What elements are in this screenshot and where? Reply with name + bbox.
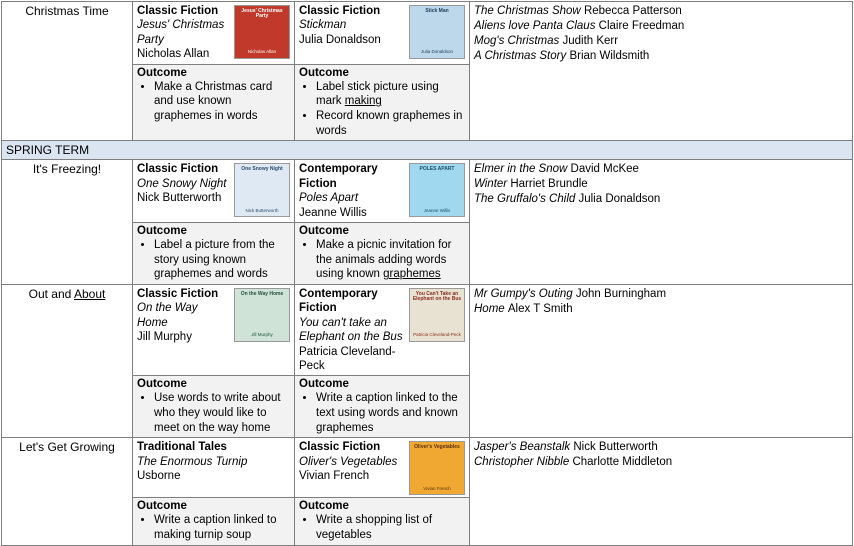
book-title: You can't take an Elephant on the Bus <box>299 316 403 344</box>
outcome-item: • Make a Christmas card and use known graphemes in words <box>154 80 290 124</box>
book-category: Contemporary Fiction <box>299 288 378 315</box>
topic-cell: Let's Get Growing <box>2 438 133 545</box>
outcome-list <box>137 80 290 124</box>
book-category: Classic Fiction <box>137 288 219 301</box>
book-cell-1 <box>133 2 295 65</box>
book-title: On the Way Home <box>137 302 198 329</box>
extra-text-item: Winter Harriet Brundle <box>474 178 588 191</box>
term-banner-row <box>2 141 853 160</box>
book-author: Usborne <box>137 470 181 483</box>
book-cover-2: POLES APART Jeanne Willis <box>409 163 465 217</box>
extra-texts-cell <box>470 160 853 285</box>
outcome-label: Outcome <box>137 66 187 79</box>
extra-text-item: Christopher Nibble Charlotte Middleton <box>474 456 673 469</box>
topic-row <box>2 160 853 223</box>
extra-text-item: Mr Gumpy's Outing John Burningham <box>474 288 667 301</box>
extra-text-item: Jasper's Beanstalk Nick Butterworth <box>474 441 658 454</box>
extra-text-item: The Gruffalo's Child Julia Donaldson <box>474 193 661 206</box>
book-cell-1 <box>133 438 295 498</box>
book-cover-1: Jesus' Christmas Party Nicholas Allan <box>234 5 290 59</box>
extra-text-item: Elmer in the Snow David McKee <box>474 163 639 176</box>
outcome-list <box>299 391 465 435</box>
outcome-item: • Use words to write about who they would like to meet on the way home <box>154 391 290 435</box>
book-title: Stickman <box>299 19 347 32</box>
topic-cell: It's Freezing! <box>2 160 133 285</box>
book-title: Jesus' Christmas Party <box>137 19 225 46</box>
book-cell-2 <box>295 438 470 498</box>
book-cell-2 <box>295 2 470 65</box>
outcome-label: Outcome <box>137 224 187 237</box>
extra-texts-list <box>474 440 848 470</box>
extra-text-item: Mog's Christmas Judith Kerr <box>474 34 619 47</box>
outcome-list <box>137 391 290 435</box>
book-cover-1: On the Way Home Jill Murphy <box>234 288 290 342</box>
book-author: Jeanne Willis <box>299 206 367 219</box>
extra-texts-cell <box>470 285 853 438</box>
book-cell-1 <box>133 285 295 376</box>
book-category: Classic Fiction <box>137 5 219 17</box>
outcome-label: Outcome <box>299 224 349 237</box>
book-author: Vivian French <box>299 470 370 483</box>
outcome-label: Outcome <box>299 66 349 79</box>
book-author: Nicholas Allan <box>137 48 210 61</box>
outcome-cell-2 <box>295 222 470 284</box>
outcome-item: • Write a caption linked to the text using words and known graphemes <box>316 391 465 435</box>
extra-text-item: Home Alex T Smith <box>474 302 573 315</box>
outcome-cell-1 <box>133 64 295 141</box>
book-category: Classic Fiction <box>137 163 219 176</box>
outcome-item: • Write a caption linked to making turnip soup <box>154 513 290 542</box>
book-cover-1: One Snowy Night Nick Butterworth <box>234 163 290 217</box>
outcome-label: Outcome <box>299 500 349 513</box>
book-cover-2: Stick Man Julia Donaldson <box>409 5 465 59</box>
book-cover-2: You Can't Take an Elephant on the Bus Patricia Cleveland-Peck <box>409 288 465 342</box>
outcome-item: • Record known graphemes in words <box>316 109 465 138</box>
book-cover-2: Oliver's Vegetables Vivian French <box>409 441 465 495</box>
book-title: One Snowy Night <box>137 177 227 190</box>
book-cell-2 <box>295 285 470 376</box>
outcome-item: • Write a shopping list of vegetables <box>316 513 465 542</box>
outcome-item: • Make a picnic invitation for the animals adding words using known graphemes <box>316 238 465 282</box>
topic-cell: Out and About <box>2 285 133 438</box>
outcome-list <box>137 513 290 542</box>
outcome-list <box>137 238 290 282</box>
book-title: Poles Apart <box>299 192 359 205</box>
outcome-list <box>299 238 465 282</box>
book-category: Contemporary Fiction <box>299 163 378 190</box>
book-category: Classic Fiction <box>299 5 381 17</box>
outcome-cell-1 <box>133 222 295 284</box>
extra-text-item: The Christmas Show Rebecca Patterson <box>474 5 682 17</box>
topic-row <box>2 285 853 376</box>
book-title: Oliver's Vegetables <box>299 455 398 468</box>
book-category: Traditional Tales <box>137 441 227 454</box>
extra-text-item: Aliens love Panta Claus Claire Freedman <box>474 19 685 32</box>
extra-texts-list <box>474 162 848 207</box>
book-title: The Enormous Turnip <box>137 455 248 468</box>
extra-texts-list <box>474 4 848 64</box>
outcome-list <box>299 513 465 542</box>
extra-texts-list <box>474 287 848 317</box>
book-author: Patricia Cleveland-Peck <box>299 345 396 372</box>
book-author: Jill Murphy <box>137 331 192 344</box>
extra-text-item: A Christmas Story Brian Wildsmith <box>474 49 650 62</box>
topic-row <box>2 438 853 498</box>
outcome-cell-1 <box>133 498 295 545</box>
term-banner: SPRING TERM <box>2 141 853 160</box>
book-cell-1 <box>133 160 295 223</box>
book-author: Nick Butterworth <box>137 192 222 205</box>
outcome-item: • Label a picture from the story using known graphemes and words <box>154 238 290 282</box>
outcome-item: • Label stick picture using mark making <box>316 80 465 109</box>
outcome-cell-2 <box>295 376 470 438</box>
book-author: Julia Donaldson <box>299 33 381 46</box>
topic-row <box>2 2 853 65</box>
outcome-cell-1 <box>133 376 295 438</box>
extra-texts-cell <box>470 2 853 141</box>
outcome-label: Outcome <box>137 378 187 391</box>
curriculum-plan-table <box>1 1 853 546</box>
outcome-cell-2 <box>295 64 470 141</box>
outcome-label: Outcome <box>299 378 349 391</box>
outcome-cell-2 <box>295 498 470 545</box>
outcome-label: Outcome <box>137 500 187 513</box>
book-cell-2 <box>295 160 470 223</box>
book-category: Classic Fiction <box>299 441 381 454</box>
topic-cell: Christmas Time <box>2 2 133 141</box>
outcome-list <box>299 80 465 139</box>
extra-texts-cell <box>470 438 853 545</box>
